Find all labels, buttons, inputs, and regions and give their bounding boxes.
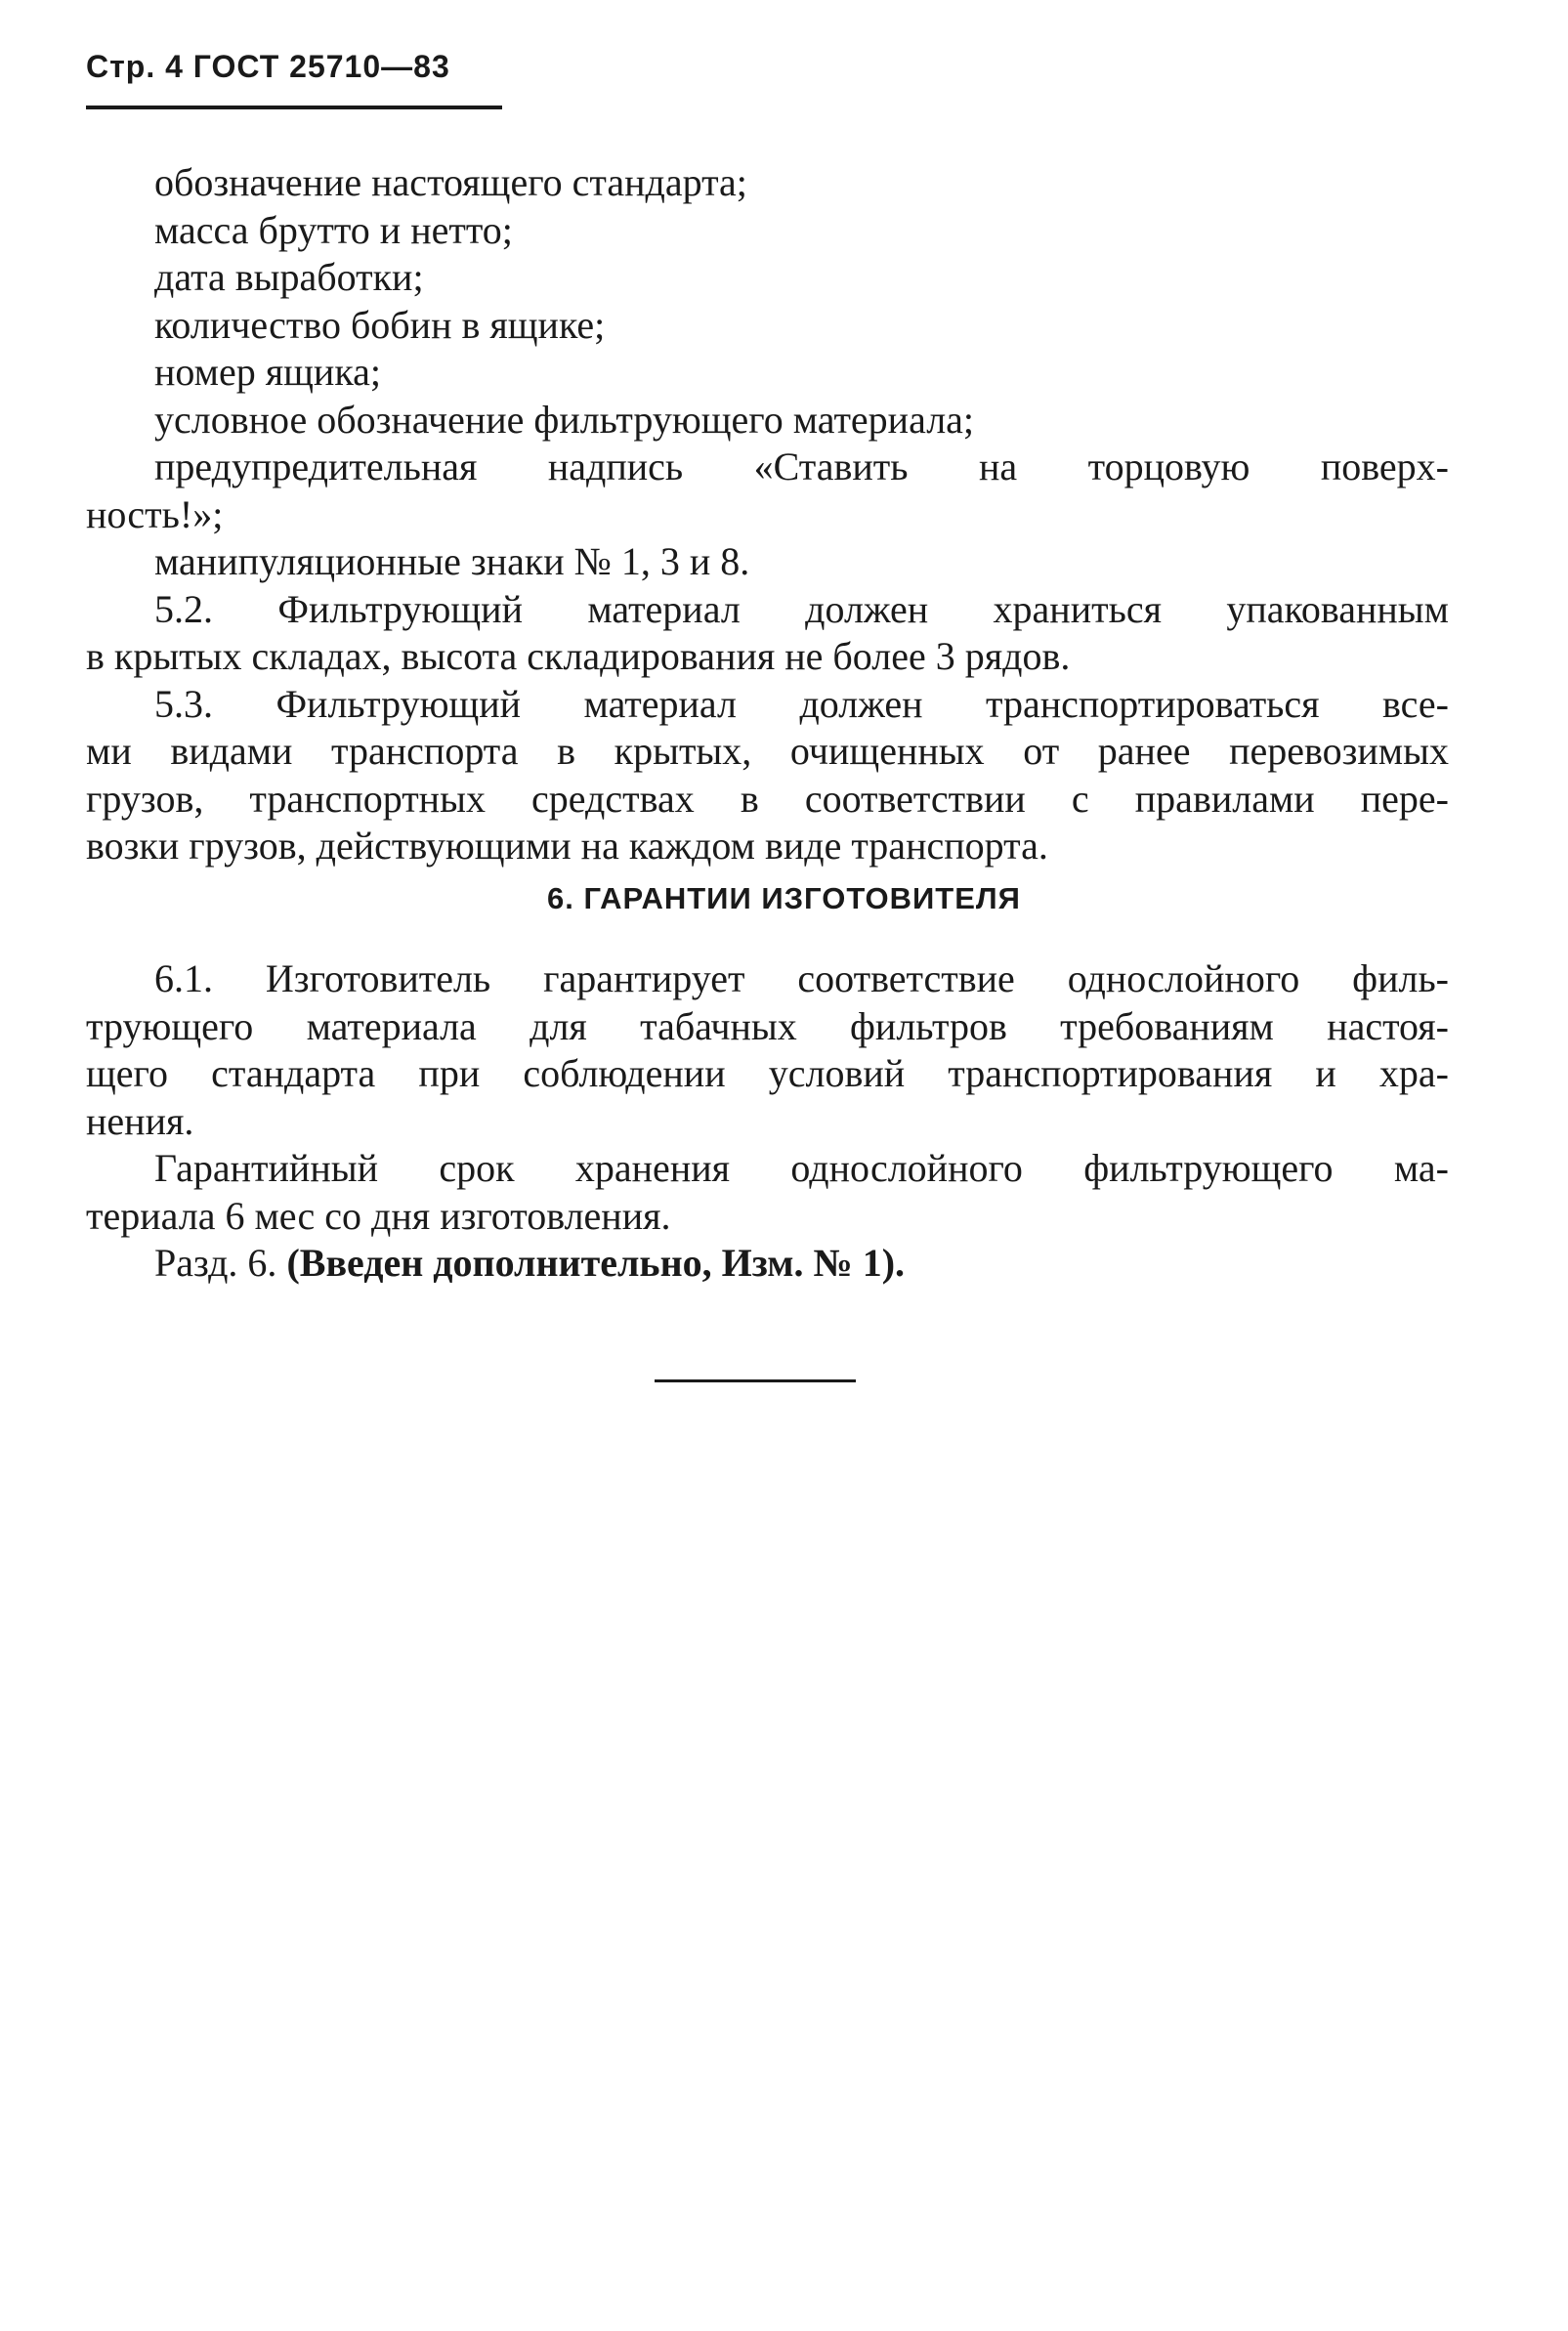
amendment-note-bold: (Введен дополнительно, Изм. № 1). [286, 1241, 906, 1285]
clause-6-1-line: 6.1. Изготовитель гарантирует соответствие однослойного филь- [154, 956, 1449, 1000]
page-header-label: Стр. 4 ГОСТ 25710—83 [86, 49, 450, 84]
clause-5-2-line: 5.2. Фильтрующий материал должен храниться упакованным [154, 586, 1449, 631]
amendment-note [86, 1240, 1449, 1288]
section-5-text [86, 159, 1449, 870]
clause-6-1-line: трующего материала для табачных фильтров требованиям настоя- [86, 1003, 1449, 1048]
section-6-text [86, 955, 1449, 1288]
marking-item: номер ящика; [154, 350, 382, 394]
warranty-line: Гарантийный срок хранения однослойного фильтрующего ма- [154, 1146, 1449, 1190]
clause-5-3-line: 5.3. Фильтрующий материал должен транспортироваться все- [154, 681, 1449, 726]
clause-6-1-line: нения. [86, 1098, 194, 1143]
marking-item: обозначение настоящего стандарта; [154, 160, 747, 204]
marking-item: количество бобин в ящике; [154, 302, 606, 347]
section-6-heading: 6. ГАРАНТИИ ИЗГОТОВИТЕЛЯ [547, 881, 1021, 915]
clause-6-1-line: щего стандарта при соблюдении условий транспортирования и хра- [86, 1051, 1449, 1095]
marking-item: манипуляционные знаки № 1, 3 и 8. [154, 539, 750, 583]
warranty-line: териала 6 мес со дня изготовления. [86, 1193, 671, 1238]
page-header [86, 49, 502, 107]
marking-item: условное обозначение фильтрующего материала; [154, 397, 975, 442]
marking-item: дата выработки; [154, 255, 424, 299]
clause-5-2-line: в крытых складах, высота складирования не более 3 рядов. [86, 634, 1071, 678]
amendment-note-prefix: Разд. 6. [154, 1241, 277, 1285]
clause-5-3-line: возки грузов, действующими на каждом виде транспорта. [86, 824, 1048, 868]
header-rule [86, 106, 502, 109]
marking-item: ность!»; [86, 491, 224, 536]
marking-item: предупредительная надпись «Ставить на торцовую поверх- [154, 445, 1449, 488]
clause-5-3-line: грузов, транспортных средствах в соответствии с правилами пере- [86, 776, 1449, 821]
clause-5-3-line: ми видами транспорта в крытых, очищенных от ранее перевозимых [86, 729, 1449, 773]
marking-item: масса брутто и нетто; [154, 207, 513, 252]
end-rule [655, 1379, 856, 1382]
